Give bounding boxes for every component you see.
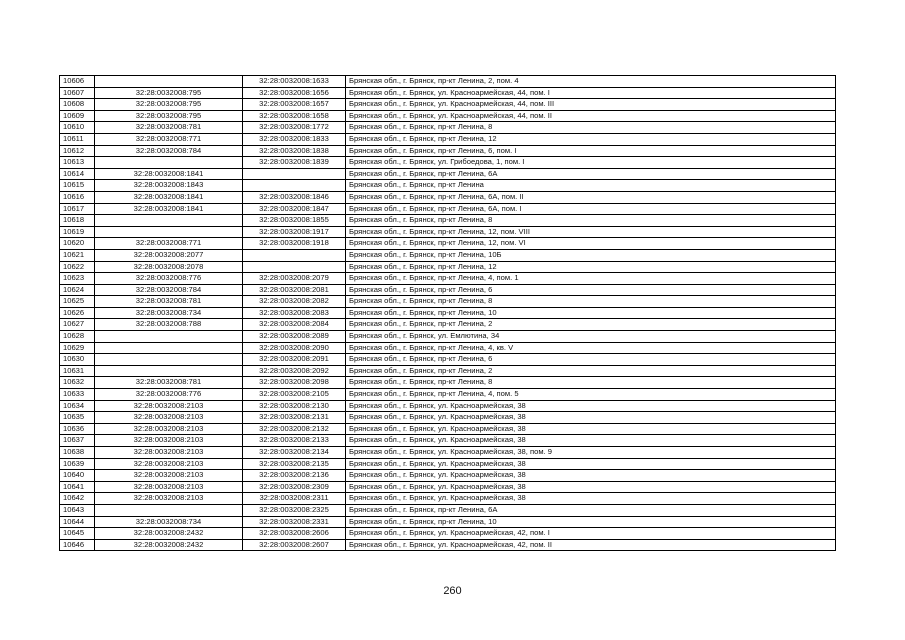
- table-row: [60, 180, 836, 192]
- row-number-cell: 10609: [60, 110, 95, 122]
- table-row: [60, 493, 836, 505]
- parent-cadastral-cell: 32:28:0032008:2103: [95, 458, 243, 470]
- row-number-cell: 10610: [60, 122, 95, 134]
- address-cell: Брянская обл., г. Брянск, ул. Красноармейская, 38: [346, 400, 836, 412]
- cadastral-number-cell: 32:28:0032008:2331: [243, 516, 346, 528]
- table-row: [60, 435, 836, 447]
- row-number-cell: 10636: [60, 423, 95, 435]
- address-cell: Брянская обл., г. Брянск, пр-кт Ленина, 6А, пом. I: [346, 203, 836, 215]
- parent-cadastral-cell: 32:28:0032008:795: [95, 99, 243, 111]
- registry-table-body: [60, 76, 836, 551]
- parent-cadastral-cell: [95, 342, 243, 354]
- cadastral-number-cell: 32:28:0032008:2131: [243, 412, 346, 424]
- table-row: [60, 191, 836, 203]
- table-row: [60, 296, 836, 308]
- parent-cadastral-cell: 32:28:0032008:2103: [95, 423, 243, 435]
- row-number-cell: 10645: [60, 528, 95, 540]
- row-number-cell: 10639: [60, 458, 95, 470]
- address-cell: Брянская обл., г. Брянск, ул. Красноармейская, 42, пом. II: [346, 539, 836, 551]
- parent-cadastral-cell: 32:28:0032008:2432: [95, 528, 243, 540]
- table-row: [60, 157, 836, 169]
- table-row: [60, 110, 836, 122]
- row-number-cell: 10630: [60, 354, 95, 366]
- parent-cadastral-cell: 32:28:0032008:2432: [95, 539, 243, 551]
- table-row: [60, 261, 836, 273]
- cadastral-number-cell: 32:28:0032008:2091: [243, 354, 346, 366]
- parent-cadastral-cell: 32:28:0032008:788: [95, 319, 243, 331]
- row-number-cell: 10627: [60, 319, 95, 331]
- registry-table-wrapper: [59, 75, 835, 551]
- row-number-cell: 10623: [60, 273, 95, 285]
- address-cell: Брянская обл., г. Брянск, ул. Емлютина, 34: [346, 331, 836, 343]
- parent-cadastral-cell: 32:28:0032008:795: [95, 110, 243, 122]
- table-row: [60, 76, 836, 88]
- table-row: [60, 307, 836, 319]
- cadastral-number-cell: 32:28:0032008:1847: [243, 203, 346, 215]
- parent-cadastral-cell: 32:28:0032008:2103: [95, 412, 243, 424]
- parent-cadastral-cell: [95, 331, 243, 343]
- cadastral-number-cell: [243, 168, 346, 180]
- address-cell: Брянская обл., г. Брянск, ул. Красноармейская, 38: [346, 458, 836, 470]
- row-number-cell: 10642: [60, 493, 95, 505]
- row-number-cell: 10628: [60, 331, 95, 343]
- cadastral-number-cell: 32:28:0032008:1657: [243, 99, 346, 111]
- address-cell: Брянская обл., г. Брянск, пр-кт Ленина, 8: [346, 296, 836, 308]
- cadastral-number-cell: 32:28:0032008:2105: [243, 389, 346, 401]
- address-cell: Брянская обл., г. Брянск, пр-кт Ленина, 12, пом. VIII: [346, 226, 836, 238]
- address-cell: Брянская обл., г. Брянск, ул. Красноармейская, 38: [346, 493, 836, 505]
- table-row: [60, 133, 836, 145]
- address-cell: Брянская обл., г. Брянск, пр-кт Ленина, 8: [346, 377, 836, 389]
- cadastral-number-cell: 32:28:0032008:2134: [243, 447, 346, 459]
- table-row: [60, 87, 836, 99]
- cadastral-number-cell: 32:28:0032008:1772: [243, 122, 346, 134]
- parent-cadastral-cell: [95, 504, 243, 516]
- table-row: [60, 539, 836, 551]
- cadastral-number-cell: 32:28:0032008:2136: [243, 470, 346, 482]
- cadastral-number-cell: [243, 249, 346, 261]
- parent-cadastral-cell: 32:28:0032008:781: [95, 296, 243, 308]
- address-cell: Брянская обл., г. Брянск, пр-кт Ленина, 6А, пом. II: [346, 191, 836, 203]
- row-number-cell: 10629: [60, 342, 95, 354]
- parent-cadastral-cell: 32:28:0032008:2077: [95, 249, 243, 261]
- address-cell: Брянская обл., г. Брянск, пр-кт Ленина, 6, пом. I: [346, 145, 836, 157]
- table-row: [60, 226, 836, 238]
- row-number-cell: 10626: [60, 307, 95, 319]
- cadastral-number-cell: 32:28:0032008:2132: [243, 423, 346, 435]
- row-number-cell: 10619: [60, 226, 95, 238]
- address-cell: Брянская обл., г. Брянск, пр-кт Ленина, 6А: [346, 504, 836, 516]
- row-number-cell: 10640: [60, 470, 95, 482]
- cadastral-number-cell: 32:28:0032008:2083: [243, 307, 346, 319]
- address-cell: Брянская обл., г. Брянск, ул. Красноармейская, 44, пом. I: [346, 87, 836, 99]
- parent-cadastral-cell: [95, 215, 243, 227]
- cadastral-number-cell: 32:28:0032008:2084: [243, 319, 346, 331]
- parent-cadastral-cell: [95, 226, 243, 238]
- table-row: [60, 203, 836, 215]
- page-number: 260: [443, 585, 462, 597]
- cadastral-number-cell: 32:28:0032008:1918: [243, 238, 346, 250]
- cadastral-number-cell: 32:28:0032008:1839: [243, 157, 346, 169]
- parent-cadastral-cell: 32:28:0032008:784: [95, 145, 243, 157]
- row-number-cell: 10646: [60, 539, 95, 551]
- cadastral-number-cell: 32:28:0032008:1633: [243, 76, 346, 88]
- parent-cadastral-cell: 32:28:0032008:781: [95, 122, 243, 134]
- parent-cadastral-cell: 32:28:0032008:776: [95, 273, 243, 285]
- parent-cadastral-cell: 32:28:0032008:1843: [95, 180, 243, 192]
- row-number-cell: 10622: [60, 261, 95, 273]
- cadastral-number-cell: 32:28:0032008:2079: [243, 273, 346, 285]
- address-cell: Брянская обл., г. Брянск, пр-кт Ленина, 8: [346, 122, 836, 134]
- parent-cadastral-cell: 32:28:0032008:771: [95, 133, 243, 145]
- row-number-cell: 10616: [60, 191, 95, 203]
- address-cell: Брянская обл., г. Брянск, ул. Красноармейская, 38: [346, 423, 836, 435]
- row-number-cell: 10638: [60, 447, 95, 459]
- address-cell: Брянская обл., г. Брянск, пр-кт Ленина, 2: [346, 365, 836, 377]
- table-row: [60, 365, 836, 377]
- parent-cadastral-cell: 32:28:0032008:784: [95, 284, 243, 296]
- cadastral-number-cell: 32:28:0032008:2082: [243, 296, 346, 308]
- table-row: [60, 319, 836, 331]
- parent-cadastral-cell: [95, 157, 243, 169]
- address-cell: Брянская обл., г. Брянск, пр-кт Ленина, 6: [346, 354, 836, 366]
- address-cell: Брянская обл., г. Брянск, ул. Красноармейская, 44, пом. II: [346, 110, 836, 122]
- cadastral-number-cell: 32:28:0032008:1833: [243, 133, 346, 145]
- parent-cadastral-cell: [95, 354, 243, 366]
- table-row: [60, 273, 836, 285]
- parent-cadastral-cell: 32:28:0032008:1841: [95, 203, 243, 215]
- table-row: [60, 400, 836, 412]
- parent-cadastral-cell: 32:28:0032008:734: [95, 516, 243, 528]
- table-row: [60, 516, 836, 528]
- address-cell: Брянская обл., г. Брянск, пр-кт Ленина, 4, кв. V: [346, 342, 836, 354]
- parent-cadastral-cell: 32:28:0032008:2103: [95, 493, 243, 505]
- address-cell: Брянская обл., г. Брянск, пр-кт Ленина, 4, пом. 1: [346, 273, 836, 285]
- address-cell: Брянская обл., г. Брянск, пр-кт Ленина, 10: [346, 516, 836, 528]
- parent-cadastral-cell: 32:28:0032008:795: [95, 87, 243, 99]
- row-number-cell: 10641: [60, 481, 95, 493]
- address-cell: Брянская обл., г. Брянск, пр-кт Ленина, 4, пом. 5: [346, 389, 836, 401]
- cadastral-number-cell: 32:28:0032008:2311: [243, 493, 346, 505]
- parent-cadastral-cell: 32:28:0032008:776: [95, 389, 243, 401]
- cadastral-number-cell: 32:28:0032008:2133: [243, 435, 346, 447]
- row-number-cell: 10632: [60, 377, 95, 389]
- row-number-cell: 10613: [60, 157, 95, 169]
- address-cell: Брянская обл., г. Брянск, пр-кт Ленина, 12: [346, 133, 836, 145]
- cadastral-number-cell: [243, 180, 346, 192]
- table-row: [60, 470, 836, 482]
- cadastral-number-cell: 32:28:0032008:2325: [243, 504, 346, 516]
- table-row: [60, 377, 836, 389]
- row-number-cell: 10624: [60, 284, 95, 296]
- parent-cadastral-cell: 32:28:0032008:1841: [95, 191, 243, 203]
- cadastral-number-cell: 32:28:0032008:2089: [243, 331, 346, 343]
- row-number-cell: 10615: [60, 180, 95, 192]
- table-row: [60, 145, 836, 157]
- row-number-cell: 10643: [60, 504, 95, 516]
- address-cell: Брянская обл., г. Брянск, ул. Красноармейская, 42, пом. I: [346, 528, 836, 540]
- table-row: [60, 423, 836, 435]
- parent-cadastral-cell: 32:28:0032008:2103: [95, 447, 243, 459]
- table-row: [60, 447, 836, 459]
- table-row: [60, 99, 836, 111]
- row-number-cell: 10631: [60, 365, 95, 377]
- registry-table: [59, 75, 836, 551]
- table-row: [60, 249, 836, 261]
- table-row: [60, 238, 836, 250]
- cadastral-number-cell: 32:28:0032008:2081: [243, 284, 346, 296]
- parent-cadastral-cell: 32:28:0032008:1841: [95, 168, 243, 180]
- row-number-cell: 10618: [60, 215, 95, 227]
- address-cell: Брянская обл., г. Брянск, пр-кт Ленина, 2: [346, 319, 836, 331]
- address-cell: Брянская обл., г. Брянск, пр-кт Ленина, 10Б: [346, 249, 836, 261]
- row-number-cell: 10611: [60, 133, 95, 145]
- address-cell: Брянская обл., г. Брянск, пр-кт Ленина: [346, 180, 836, 192]
- address-cell: Брянская обл., г. Брянск, пр-кт Ленина, 6А: [346, 168, 836, 180]
- table-row: [60, 458, 836, 470]
- table-row: [60, 504, 836, 516]
- parent-cadastral-cell: 32:28:0032008:2103: [95, 481, 243, 493]
- table-row: [60, 284, 836, 296]
- table-row: [60, 168, 836, 180]
- parent-cadastral-cell: 32:28:0032008:2103: [95, 470, 243, 482]
- parent-cadastral-cell: 32:28:0032008:2103: [95, 400, 243, 412]
- cadastral-number-cell: 32:28:0032008:1917: [243, 226, 346, 238]
- cadastral-number-cell: 32:28:0032008:2309: [243, 481, 346, 493]
- address-cell: Брянская обл., г. Брянск, пр-кт Ленина, 10: [346, 307, 836, 319]
- row-number-cell: 10644: [60, 516, 95, 528]
- address-cell: Брянская обл., г. Брянск, ул. Грибоедова, 1, пом. I: [346, 157, 836, 169]
- address-cell: Брянская обл., г. Брянск, пр-кт Ленина, 6: [346, 284, 836, 296]
- parent-cadastral-cell: 32:28:0032008:781: [95, 377, 243, 389]
- cadastral-number-cell: 32:28:0032008:2090: [243, 342, 346, 354]
- parent-cadastral-cell: 32:28:0032008:2103: [95, 435, 243, 447]
- row-number-cell: 10621: [60, 249, 95, 261]
- table-row: [60, 215, 836, 227]
- table-row: [60, 331, 836, 343]
- cadastral-number-cell: 32:28:0032008:2135: [243, 458, 346, 470]
- row-number-cell: 10614: [60, 168, 95, 180]
- cadastral-number-cell: 32:28:0032008:2098: [243, 377, 346, 389]
- address-cell: Брянская обл., г. Брянск, пр-кт Ленина, 12, пом. VI: [346, 238, 836, 250]
- cadastral-number-cell: 32:28:0032008:1656: [243, 87, 346, 99]
- cadastral-number-cell: 32:28:0032008:1855: [243, 215, 346, 227]
- cadastral-number-cell: 32:28:0032008:1658: [243, 110, 346, 122]
- row-number-cell: 10625: [60, 296, 95, 308]
- row-number-cell: 10617: [60, 203, 95, 215]
- address-cell: Брянская обл., г. Брянск, пр-кт Ленина, 8: [346, 215, 836, 227]
- parent-cadastral-cell: 32:28:0032008:771: [95, 238, 243, 250]
- row-number-cell: 10634: [60, 400, 95, 412]
- address-cell: Брянская обл., г. Брянск, ул. Красноармейская, 38: [346, 481, 836, 493]
- row-number-cell: 10633: [60, 389, 95, 401]
- table-row: [60, 528, 836, 540]
- table-row: [60, 342, 836, 354]
- row-number-cell: 10608: [60, 99, 95, 111]
- address-cell: Брянская обл., г. Брянск, ул. Красноармейская, 38: [346, 435, 836, 447]
- cadastral-number-cell: 32:28:0032008:2606: [243, 528, 346, 540]
- address-cell: Брянская обл., г. Брянск, ул. Красноармейская, 38: [346, 412, 836, 424]
- row-number-cell: 10620: [60, 238, 95, 250]
- row-number-cell: 10607: [60, 87, 95, 99]
- parent-cadastral-cell: 32:28:0032008:734: [95, 307, 243, 319]
- parent-cadastral-cell: [95, 76, 243, 88]
- row-number-cell: 10606: [60, 76, 95, 88]
- row-number-cell: 10612: [60, 145, 95, 157]
- cadastral-number-cell: [243, 261, 346, 273]
- table-row: [60, 412, 836, 424]
- address-cell: Брянская обл., г. Брянск, ул. Красноармейская, 44, пом. III: [346, 99, 836, 111]
- address-cell: Брянская обл., г. Брянск, пр-кт Ленина, 12: [346, 261, 836, 273]
- address-cell: Брянская обл., г. Брянск, ул. Красноармейская, 38: [346, 470, 836, 482]
- row-number-cell: 10637: [60, 435, 95, 447]
- cadastral-number-cell: 32:28:0032008:2130: [243, 400, 346, 412]
- table-row: [60, 354, 836, 366]
- address-cell: Брянская обл., г. Брянск, ул. Красноармейская, 38, пом. 9: [346, 447, 836, 459]
- parent-cadastral-cell: [95, 365, 243, 377]
- table-row: [60, 481, 836, 493]
- cadastral-number-cell: 32:28:0032008:2607: [243, 539, 346, 551]
- cadastral-number-cell: 32:28:0032008:2092: [243, 365, 346, 377]
- table-row: [60, 122, 836, 134]
- row-number-cell: 10635: [60, 412, 95, 424]
- cadastral-number-cell: 32:28:0032008:1838: [243, 145, 346, 157]
- table-row: [60, 389, 836, 401]
- address-cell: Брянская обл., г. Брянск, пр-кт Ленина, 2, пом. 4: [346, 76, 836, 88]
- parent-cadastral-cell: 32:28:0032008:2078: [95, 261, 243, 273]
- cadastral-number-cell: 32:28:0032008:1846: [243, 191, 346, 203]
